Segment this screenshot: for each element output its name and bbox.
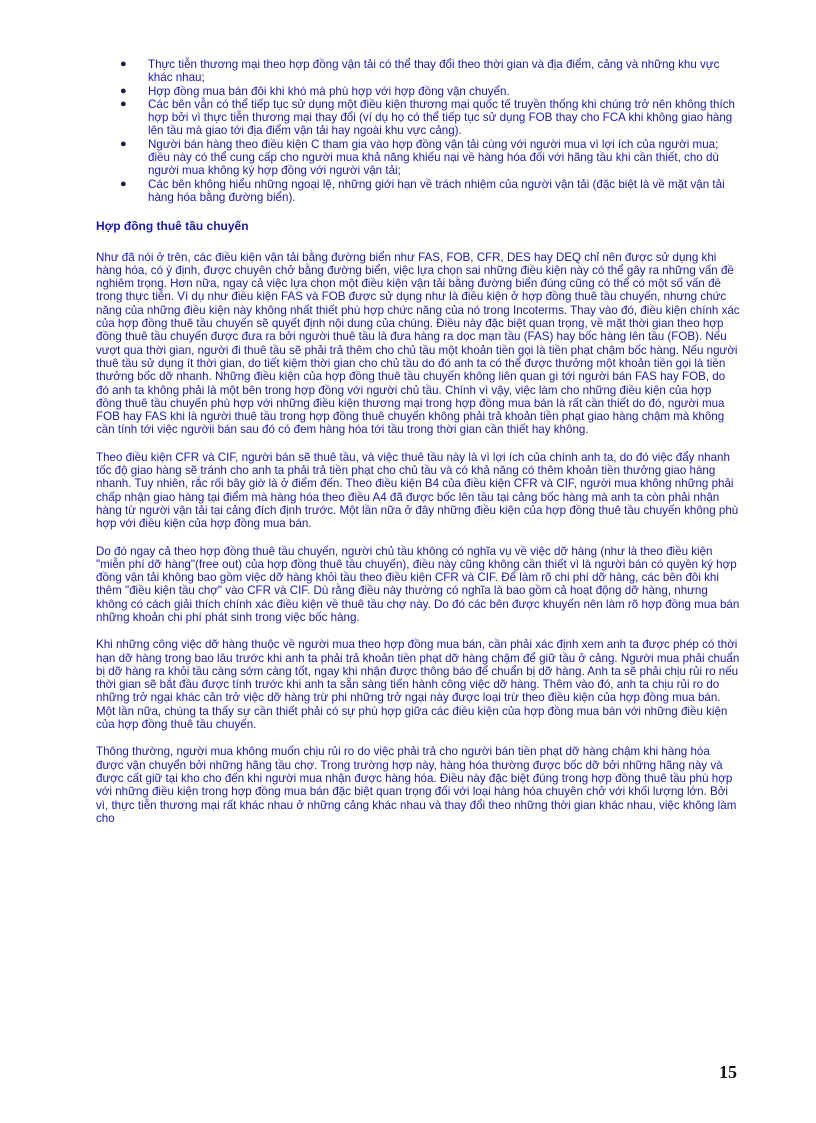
bullet-icon: ● [120, 58, 127, 70]
bullet-icon: ● [120, 84, 127, 97]
list-item [96, 98, 740, 138]
bullet-icon: ● [120, 137, 127, 150]
paragraph: Do đó ngay cả theo hợp đồng thuê tầu chuyến, người chủ tầu không có nghĩa vụ về việc dỡ hàng (như là theo điều kiện "miễn phí dỡ hàng"(free out) của hợp đồng thuê tầu chuyến), điều này cũng không cần thiết vì là người bán có quyền ký hợp đồng vận tải không bao gồm việc dỡ hàng khỏi tầu theo điều kiện CFR và CIF. Để làm rõ chi phí dỡ hàng, các bên đôi khi thêm "điều kiện tầu chợ" vào CFR và CIF. Dù rằng điều này thường có nghĩa là bao gồm cả hoạt động dỡ hàng, nhưng không có cách giải thích chính xác điều kiện về thuê tầu chợ này. Do đó các bên được khuyến nên làm rõ hợp đồng mua bán những khoản chi phí phát sinh trong việc bốc hàng. [96, 544, 740, 624]
list-item-text: Hợp đồng mua bán đôi khi khó mà phù hợp với hợp đồng vận chuyển. [148, 84, 510, 98]
list-item [96, 178, 740, 205]
list-item [96, 138, 740, 178]
bullet-list [96, 58, 740, 204]
paragraph: Thông thường, người mua không muốn chịu rủi ro do việc phải trả cho người bán tiền phạt dỡ hàng chậm khi hàng hóa được vận chuyển bởi những hãng tầu chợ. Trong trường hợp này, hàng hóa thường được bốc dỡ bởi những hãng này và được cất giữ tại kho cho đến khi người mua nhận được hàng hóa. Điều này đặc biệt đúng trong hợp đồng thuê tầu phù hợp với những điều kiện trong hợp đồng mua bán đặc biệt quan trọng đối với loại hàng hóa chuyên chở với khối lượng lớn. Bởi vì, thực tiễn thương mại rất khác nhau ở những cảng khác nhau và thay đổi theo những thời gian khác nhau, việc không làm cho [96, 745, 737, 825]
section-heading: Hợp đồng thuê tầu chuyến [96, 219, 249, 234]
bullet-icon: ● [120, 177, 127, 190]
paragraph: Theo điều kiện CFR và CIF, người bán sẽ thuê tầu, và việc thuê tầu này là vì lợi ích của chính anh ta, do đó việc đẩy nhanh tốc độ giao hàng sẽ tránh cho anh ta phải trả tiền phạt cho chủ tầu và có khả năng có thêm khoản tiền thưởng giao hàng nhanh. Tuy nhiên, rắc rối bây giờ là ở điểm đến. Theo điều kiện B4 của điều kiện CFR và CIF, người mua không những phải chấp nhận giao hàng tại điểm mà hàng hóa theo điều A4 đã được bốc lên tầu tại cảng bốc hàng mà anh ta còn phải nhận hàng từ người vận tải tại cảng đích định trước. Một lần nữa ở đây những điều kiện của hợp đồng thuê tầu chuyến không phù hợp với điều kiện của hợp đồng mua bán. [96, 450, 739, 531]
bullet-icon: ● [120, 97, 127, 110]
paragraph: Khi những công việc dỡ hàng thuộc về người mua theo hợp đồng mua bán, cần phải xác định xem anh ta được phép có thời hạn dỡ hàng trong bao lâu trước khi anh ta phải trả khoản tiền phạt dỡ hàng chậm để giữ tầu ở cảng. Người mua phải chuẩn bị dỡ hàng ra khỏi tầu càng sớm càng tốt, ngay khi nhận được thông báo để chuẩn bị dỡ hàng. Anh ta sẽ phải chịu rủi ro nếu thời gian sẽ bắt đầu được tính trước khi anh ta sẵn sàng tiến hành công việc dỡ hàng. Thêm vào đó, anh ta chịu rủi ro do những trở ngại khác cản trở việc dỡ hàng trừ phi những trở ngại này được loại trừ theo điều kiện của hợp đồng mua bán. Một lần nữa, chúng ta thấy sự cần thiết phải có sự phù hợp giữa các điều kiện của hợp đồng mua bán với những điều kiện của hợp đồng thuê tầu chuyến. [96, 638, 740, 732]
list-item [96, 58, 740, 85]
list-item-text: Người bán hàng theo điều kiện C tham gia vào hợp đồng vận tải cùng với người mua vì lợi ích của người mua; điều này có thể cung cấp cho người mua khả năng khiếu nại về hàng hóa đối với hãng tầu khi cần thiết, cho dù người mua không ký hợp đồng với người vận tải; [148, 137, 719, 178]
list-item-text: Các bên vẫn có thể tiếp tục sử dụng một điều kiện thương mại quốc tế truyền thống khi chúng trở nên không thích hợp bởi vì thực tiễn thương mại thay đổi (ví dụ họ có thể tiếp tục sử dụng FOB thay cho FCA khi không giao hàng lên tầu mà giao tới địa điểm vận tải hay ngoài khu vực cảng). [148, 97, 735, 138]
page-content [96, 58, 740, 839]
page-number: 15 [719, 1062, 737, 1082]
list-item-text: Các bên không hiểu những ngoại lệ, những giới hạn về trách nhiệm của người vận tải (đặc biệt là về mặt vận tải hàng hóa bằng đường biển). [148, 177, 725, 204]
list-item-text: Thực tiễn thương mại theo hợp đồng vận tải có thể thay đổi theo thời gian và địa điểm, cảng và những khu vực khác nhau; [148, 58, 720, 85]
paragraph: Như đã nói ở trên, các điều kiện vận tải bằng đường biển như FAS, FOB, CFR, DES hay DEQ chỉ nên được sử dụng khi hàng hóa, có ý định, được chuyên chở bằng đường biển, việc lựa chọn sai những điều kiện này có thể gây ra những vấn đề nghiêm trọng. Hơn nữa, ngay cả việc lựa chọn một điều kiện vận tải bằng đường biển đúng cũng có thể có một số vấn đề trong thực tiễn. Ví dụ như điều kiện FAS và FOB được sử dụng như là điều kiện ở hợp đồng thuê tầu chuyến, nhưng chức năng của những điều kiện này không nhất thiết phù hợp chức năng của nó trong Incoterms. Thay vào đó, điều kiện chính xác của hợp đồng thuê tầu chuyến sẽ quyết định nội dung của chúng. Điều này đặc biệt quan trọng, về mặt thời gian theo hợp đồng thuê tầu chuyến được đưa ra bởi người thuê tầu là đưa hàng ra dọc mạn tầu (FAS) hay bốc hàng lên tầu (FOB). Nếu vượt qua thời gian, người đi thuê tầu sẽ phải trả thêm cho chủ tầu một khoản tiền gọi là tiền phạt chậm bốc hàng. Nếu người thuê tầu sử dụng ít thời gian, do tiết kiệm thời gian cho chủ tầu do đó anh ta có thể được thưởng một khoản tiền gọi là tiền thưởng bốc dỡ nhanh. Những điều kiện của hợp đồng thuê tầu chuyến không liên quan gì tới người bán FAS hay FOB, do đó anh ta không phải là một bên trong hợp đồng với người chủ tầu. Chính vì vậy, việc làm cho những điều kiện của hợp đồng thuê tầu chuyến phù hợp với những điều kiện thương mại trong hợp đồng mua bán là rất cần thiết do đó, người mua FOB hay FAS khi là người thuê tầu trong hợp đồng thuê chuyến không phải trả khoản tiền phạt giao hàng chậm mà không cần tính tới việc ngườii bán sau đó có đem hàng hóa tới tầu trong thời gian cần thiết hay không. [96, 250, 740, 437]
list-item [96, 85, 740, 98]
